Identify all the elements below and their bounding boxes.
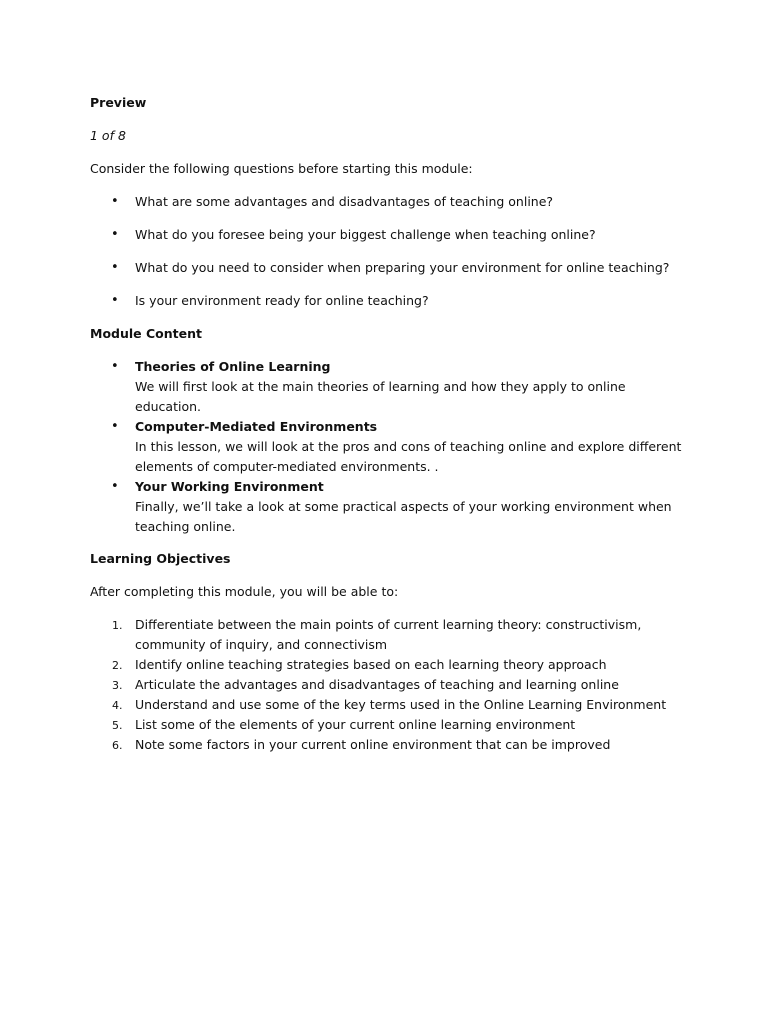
list-number: 3. <box>112 679 123 692</box>
module-item-title: Computer-Mediated Environments <box>135 419 378 434</box>
learning-objectives-list <box>90 615 690 755</box>
list-item <box>90 655 690 675</box>
preview-heading: Preview <box>90 95 147 110</box>
list-number: 6. <box>112 739 123 752</box>
bullet-icon: • <box>111 194 119 209</box>
objective-text: Articulate the advantages and disadvantages of teaching and learning online <box>135 677 619 692</box>
list-number: 2. <box>112 659 123 672</box>
objective-text: Understand and use some of the key terms used in the Online Learning Environment <box>135 697 667 712</box>
list-number: 1. <box>112 619 123 632</box>
list-number: 4. <box>112 699 123 712</box>
list-item <box>90 225 690 245</box>
list-item <box>90 675 690 695</box>
question-text: What do you need to consider when preparing your environment for online teaching? <box>135 260 670 275</box>
list-item <box>90 357 690 417</box>
module-item-title: Your Working Environment <box>135 479 324 494</box>
list-item <box>90 258 690 278</box>
list-number: 5. <box>112 719 123 732</box>
objective-text: Identify online teaching strategies based on each learning theory approach <box>135 657 607 672</box>
learning-objectives-heading: Learning Objectives <box>90 551 231 566</box>
module-item-description: Finally, we’ll take a look at some practical aspects of your working environment when teaching online. <box>135 499 672 534</box>
module-content-list <box>90 357 690 537</box>
question-text: What are some advantages and disadvantages of teaching online? <box>135 194 554 209</box>
bullet-icon: • <box>111 419 119 434</box>
module-item-description: We will first look at the main theories of learning and how they apply to online education. <box>135 379 626 414</box>
list-item <box>90 291 690 311</box>
module-item-description: In this lesson, we will look at the pros and cons of teaching online and explore different elements of computer-mediated environments. . <box>135 439 682 474</box>
module-content-heading: Module Content <box>90 326 202 341</box>
learning-objectives-intro: After completing this module, you will be able to: <box>90 584 399 599</box>
bullet-icon: • <box>111 227 119 242</box>
list-item <box>90 477 690 537</box>
document-content <box>90 93 690 755</box>
question-text: What do you foresee being your biggest challenge when teaching online? <box>135 227 596 242</box>
page-indicator: 1 of 8 <box>90 128 126 143</box>
bullet-icon: • <box>111 293 119 308</box>
preview-intro: Consider the following questions before starting this module: <box>90 161 473 176</box>
objective-text: Differentiate between the main points of current learning theory: constructivism, community of inquiry, and connectivism <box>135 617 642 652</box>
objective-text: Note some factors in your current online environment that can be improved <box>135 737 611 752</box>
objective-text: List some of the elements of your current online learning environment <box>135 717 576 732</box>
list-item <box>90 715 690 735</box>
bullet-icon: • <box>111 359 119 374</box>
list-item <box>90 615 690 655</box>
list-item <box>90 695 690 715</box>
question-text: Is your environment ready for online teaching? <box>135 293 429 308</box>
list-item <box>90 192 690 212</box>
module-item-title: Theories of Online Learning <box>135 359 331 374</box>
list-item <box>90 735 690 755</box>
bullet-icon: • <box>111 260 119 275</box>
list-item <box>90 417 690 477</box>
preview-question-list <box>90 192 690 311</box>
bullet-icon: • <box>111 479 119 494</box>
